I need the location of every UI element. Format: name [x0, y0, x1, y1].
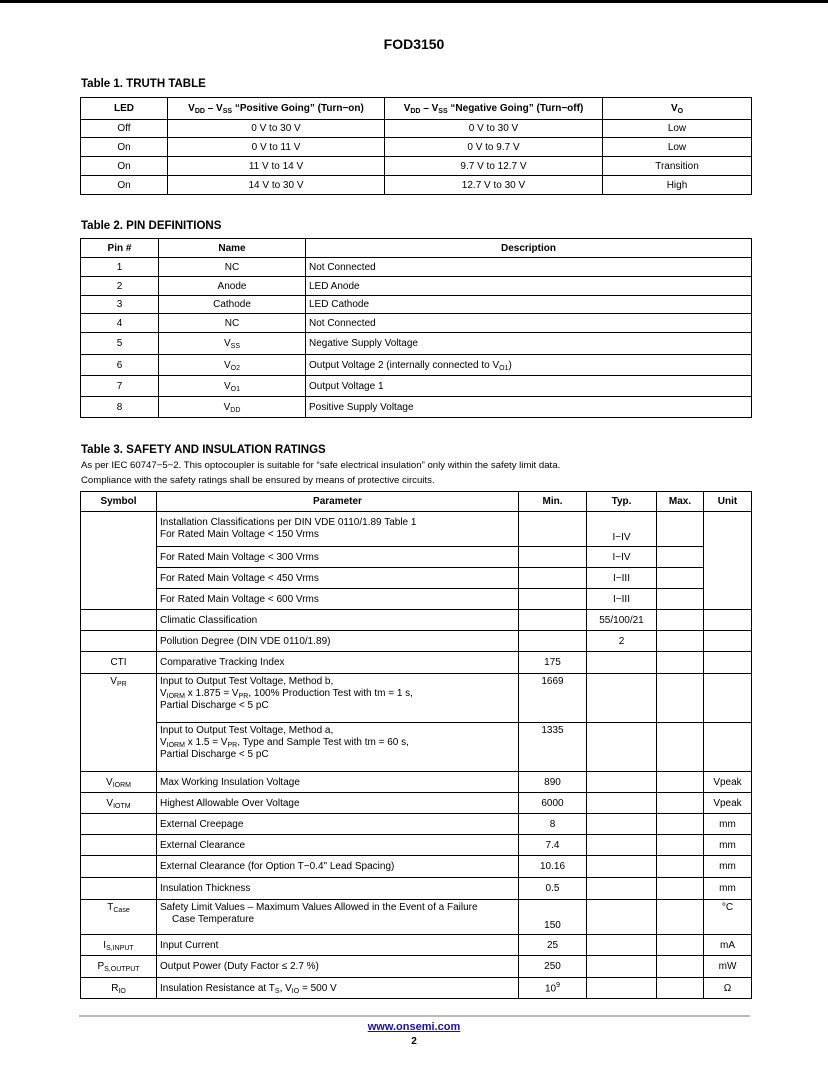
table-row: $T_{Case}$ Safety Limit Values – Maximum Values Allowed in the Event of a Failure Case Temperature 150 °C	[81, 900, 752, 935]
th-led: LED	[81, 98, 168, 120]
table-row: Input to Output Test Voltage, Method a, $V_{IORM}$ x $1.5 = V_{PR}$, Type and Sample Test with tm = 60 s, Partial Discharge < 5 pC 1335	[81, 723, 752, 772]
th-negative-going: $V_{DD} - V_{SS}$ “Negative Going” (Turn−off)	[385, 98, 603, 120]
top-rule	[0, 0, 828, 3]
table2-caption: Table 2. PIN DEFINITIONS	[81, 220, 222, 232]
table-row: $V_{IOTM}$ Highest Allowable Over Voltage 6000 Vpeak	[81, 793, 752, 814]
th-positive-going: $V_{DD} - V_{SS}$ “Positive Going” (Turn−on)	[168, 98, 385, 120]
table-row: 3 Cathode LED Cathode	[81, 296, 752, 314]
table-row: 7 $V_{O1}$ Output Voltage 1	[81, 376, 752, 397]
th-description: Description	[306, 239, 752, 258]
table-row: CTI Comparative Tracking Index 175	[81, 652, 752, 674]
table-row: External Creepage 8 mm	[81, 814, 752, 835]
table-row: $V_{PR}$ Input to Output Test Voltage, Method b, $V_{IORM}$ x $1.875 = V_{PR}$, 100% Production Test with tm = 1 s, Partial Discharge < 5 pC 1669	[81, 674, 752, 723]
th-name: Name	[159, 239, 306, 258]
table-row: For Rated Main Voltage < 450 Vrms I−III	[81, 568, 752, 589]
table-row: 6 $V_{O2}$ Output Voltage 2 (internally connected to $V_{O1}$)	[81, 355, 752, 376]
table-row: Pollution Degree (DIN VDE 0110/1.89) 2	[81, 631, 752, 652]
table-row: $R_{IO}$ Insulation Resistance at $T_S$, $V_{IO} = 500$ V $10^9$ Ω	[81, 978, 752, 999]
table-row: 1 NC Not Connected	[81, 258, 752, 277]
table-row: 8 $V_{DD}$ Positive Supply Voltage	[81, 397, 752, 418]
pin-definitions-table	[80, 238, 752, 418]
table-row: $V_{IORM}$ Max Working Insulation Voltage 890 Vpeak	[81, 772, 752, 793]
th-max: Max.	[657, 492, 704, 512]
table-row: On 0 V to 11 V 0 V to 9.7 V Low	[81, 138, 752, 157]
table-row: External Clearance (for Option T−0.4" Lead Spacing) 10.16 mm	[81, 856, 752, 878]
table3-caption: Table 3. SAFETY AND INSULATION RATINGS	[81, 444, 326, 456]
document-title: FOD3150	[383, 36, 445, 52]
table-row: On 14 V to 30 V 12.7 V to 30 V High	[81, 176, 752, 195]
table-row: Climatic Classification 55/100/21	[81, 610, 752, 631]
table-row: Installation Classifications per DIN VDE 0110/1.89 Table 1 For Rated Main Voltage < 150 Vrms I−IV	[81, 512, 752, 547]
table-row: $I_{S,INPUT}$ Input Current 25 mA	[81, 935, 752, 956]
table-row: 2 Anode LED Anode	[81, 277, 752, 296]
table-row: 4 NC Not Connected	[81, 314, 752, 333]
table-row: For Rated Main Voltage < 600 Vrms I−III	[81, 589, 752, 610]
th-typ: Typ.	[587, 492, 657, 512]
th-vo: $V_O$	[603, 98, 752, 120]
th-unit: Unit	[704, 492, 752, 512]
table-row: For Rated Main Voltage < 300 Vrms I−IV	[81, 547, 752, 568]
table3-note-2: Compliance with the safety ratings shall be ensured by means of protective circuits.	[81, 475, 435, 486]
table-row: $P_{S,OUTPUT}$ Output Power (Duty Factor ≤ 2.7 %) 250 mW	[81, 956, 752, 978]
safety-ratings-table	[80, 491, 752, 999]
table1-caption: Table 1. TRUTH TABLE	[81, 78, 206, 90]
th-symbol: Symbol	[81, 492, 157, 512]
footer-link[interactable]: www.onsemi.com	[367, 1021, 461, 1033]
page-number: 2	[411, 1036, 417, 1047]
footer-divider	[79, 1015, 750, 1017]
truth-table	[80, 97, 752, 195]
table-row: On 11 V to 14 V 9.7 V to 12.7 V Transition	[81, 157, 752, 176]
th-pin: Pin #	[81, 239, 159, 258]
table-row: Insulation Thickness 0.5 mm	[81, 878, 752, 900]
th-parameter: Parameter	[157, 492, 519, 512]
table3-note-1: As per IEC 60747−5−2. This optocoupler is suitable for “safe electrical insulation” only within the safety limit data.	[81, 460, 561, 471]
table-row: External Clearance 7.4 mm	[81, 835, 752, 856]
table-row: 5 $V_{SS}$ Negative Supply Voltage	[81, 333, 752, 355]
th-min: Min.	[519, 492, 587, 512]
table-row: Off 0 V to 30 V 0 V to 30 V Low	[81, 120, 752, 138]
